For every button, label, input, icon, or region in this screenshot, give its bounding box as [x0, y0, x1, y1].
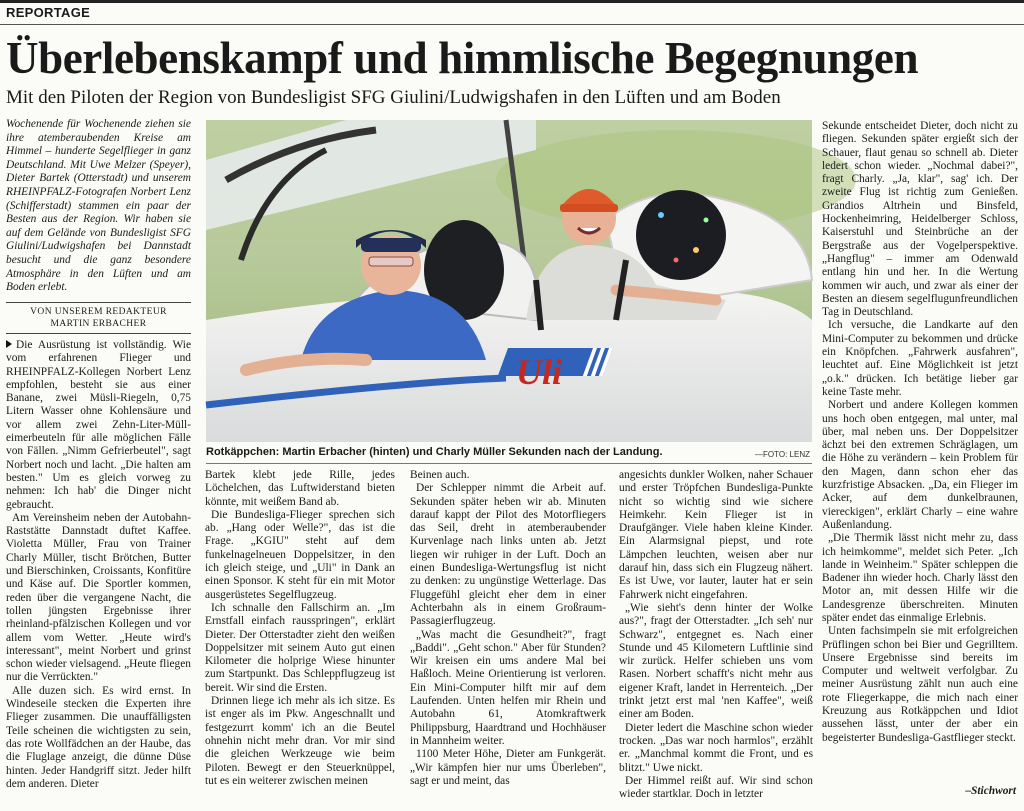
paragraph: Am Vereinsheim neben der Autobahn-Raststätte Dannstadt duftet Kaffee. Violetta Müller, Frau von Trainer Charly Müller, tischt Brötchen, Butter und Bierschinken, Croissants, Konfitüre und Käse auf. Die Sportler kommen, reden über die vergangene Nacht, die tollen jüngsten Ergebnisse ihrer rheinland-pfälzischen Kollegen und vor allem vom Wetter. „Heute wird's interessant", meint Norbert und grinst schon wieder vielsagend. „Heute fliegen nur die Verrückten.": [6, 511, 191, 684]
paragraph: Ich schnalle den Fallschirm an. „Im Ernstfall einfach rausspringen", erklärt Dieter. Der Otterstadter zieht den weißen Doppelsitzer mit seinem Auto gut einen Kilometer die holprige Wiese hinunter zum Startpunkt. Das Schleppflugzeug ist bereit. Wir sind die Ersten.: [205, 601, 395, 694]
column-2: [205, 469, 395, 793]
caption-rule: [206, 463, 812, 464]
paragraph: 1100 Meter Höhe, Dieter am Funkgerät. „Wir kämpfen hier nur ums Überleben", sagt er und meint, das: [410, 748, 606, 787]
paragraph: „Die Thermik lässt nicht mehr zu, dass ich heimkomme", meldet sich Peter. „Ich lande in Weinheim." Später schleppen die Badener ihn wieder hoch. Charly lässt den Motor an, mit dessen Hilfe wir die Landesgrenze überschreiten. Minuten später endet das einmalige Erlebnis.: [822, 532, 1018, 624]
byline-author: MARTIN ERBACHER: [50, 319, 147, 329]
section-kicker: REPORTAGE: [6, 5, 91, 20]
glider-photo-illustration: [206, 120, 812, 442]
intro-text: Wochenende für Wochenende ziehen sie ihre atemberaubenden Kreise am Himmel – hunderte Segelflieger in ganz Deutschland. Mit Uwe Melzer (Speyer), Dieter Bartek (Otterstadt) und unserem RHEINPFALZ-Fotografen Norbert Lenz (Schifferstadt) stammen ein paar der Besten aus der Region. Wir haben sie auf dem Gelände von Bundesligist SFG Giulini/Ludwigshafen bei Dannstadt besucht und die ganz besondere Atmosphäre in den Lüften und am Boden erlebt.: [6, 118, 191, 294]
paragraph: angesichts dunkler Wolken, naher Schauer und erster Tröpfchen Bundesliga-Punkte nicht so wichtig sind wie sichere Heimkehr. Kein Flieger ist in Draufgänger. Viele haben kleine Kinder. Ein Alarmsignal piepst, und rote Lämpchen leuchten, weisen aber nur darauf hin, dass sich ein Flugzeug nähert. Es ist Uwe, vor lauter, lauter hat er sein Fahrwerk nicht eingefahren.: [619, 469, 813, 601]
paragraph: „Was macht die Gesundheit?", fragt „Baddi". „Geht schon." Aber für Stunden? Wir kreisen ein ums andere Mal bei Haßloch. Meine Orientierung ist verloren. Ein Mini-Computer hilft mir auf dem Laufenden. Unten helfen mir Rhein und Autobahn 61, Atomkraftwerk Philippsburg, Haardtrand und Hochhäuser in Mannheim weiter.: [410, 628, 606, 747]
paragraph: [6, 339, 191, 512]
byline-line-1: VON UNSEREM REDAKTEUR: [30, 307, 167, 317]
paragraph-text: Die Ausrüstung ist vollständig. Wie vom erfahrenen Flieger und RHEINPFALZ-Kollegen Norbert Lenz empfohlen, besteht sie aus einer Banane, zwei Müsli-Riegeln, 0,75 Litern Wasser ohne Kohlensäure und vor allem zwei Zehn-Liter-Mülleimerbeuteln für alle möglichen Fälle von Fällen. „Nimm Gefrierbeutel", sagt Norbert noch und lacht. „Die halten am besten." Um es gleich vorweg zu nehmen: Ich hab' die Dinger nicht gebraucht.: [6, 339, 191, 511]
paragraph: „Wie sieht's denn hinter der Wolke aus?", fragt der Otterstadter. „Ich seh' nur Schwarz", entgegnet es. Nach einer Stunde und 45 Kilometern Luftlinie sind wir zurück. Helfer schieben uns vom Rasen. Norbert schafft's nicht mehr aus eigener Kraft, landet in Herrenteich. „Der trinkt jetzt erst mal 'nen Kaffee", weiß einer am Boden.: [619, 601, 813, 721]
paragraph: Unten fachsimpeln sie mit erfolgreichen Prüflingen schon bei Bier und Gegrilltem. Unsere Ergebnisse sind bereits im Computer und weltweit verfolgbar. Zu meiner Ausrüstung zählt nun auch eine rote Fliegerkappe, die mich nach einer Kreuzung aus Rotkäppchen und Idiot aussehen lässt, unter der aber ein begeisterter Bundesliga-Gastflieger steckt.: [822, 625, 1018, 744]
paragraph: Der Himmel reißt auf. Wir sind schon wieder startklar. Doch in letzter: [619, 774, 813, 801]
column-1: [6, 339, 191, 793]
photo-credit: —FOTO: LENZ: [755, 450, 810, 459]
kicker-rule: [0, 24, 1024, 25]
paragraph: Die Bundesliga-Flieger sprechen sich ab. „Hang oder Welle?", das ist die Frage. „KGIU" steht auf dem funkelnagelneuen Doppelsitzer, in den ich gleich steige, und „Uli" in Dank an einen Sponsor. K steht für ein mit Motor ausgerüstetes Segelflugzeug.: [205, 508, 395, 601]
signature: –Stichwort: [965, 785, 1016, 797]
column-3: [410, 469, 606, 793]
headline: Überlebenskampf und himmlische Begegnungen: [6, 33, 919, 83]
paragraph: Beinen auch.: [410, 469, 470, 481]
paragraph: Dieter ledert die Maschine schon wieder trocken. „Das war noch harmlos", erzählt er. „Manchmal kommt die Front, und es blitzt." Uwe nickt.: [619, 721, 813, 774]
paragraph: Alle duzen sich. Es wird ernst. In Windeseile stecken die Experten ihre Flieger zusammen. Die unauffälligsten Teile scheinen die wichtigsten zu sein, das rote Wollfädchen an der Haube, das die Fluglage anzeigt, die dünne Düse hinten. Jeder Handgriff sitzt. Jeder hilft dem anderen. Dieter: [6, 684, 191, 790]
paragraph: Sekunde entscheidet Dieter, doch nicht zu fliegen. Sekunden später ergießt sich der Schauer, flaut genau so schnell ab. Dieter ledert schon wieder. „Nochmal dabei?", fragt Charly. „Ja, klar", sag' ich. Der zweite Flug ist richtig zum Genießen. Grandios Altrhein und Binsfeld, Hockenheimring, Heidelberger Schloss, Kaiserstuhl und Steinbrüche an der Bergstraße aus der Vogelperspektive. „Hangflug" – immer am Odenwald entlang hin und her. In die Wertung kommen wir auch, und zwar als einer der Besten an diesem segelflugunfreundlichen Tag in Deutschland.: [822, 120, 1018, 319]
paragraph: Drinnen liege ich mehr als ich sitze. Es ist enger als im Pkw. Angeschnallt und festgezurrt komm' ich an die Beutel ohnehin nicht mehr dran. Vor mir sind die gleichen Werkzeuge wie beim Piloten. Bewegt er den Steuerknüppel, tut es ein weiterer zwischen meinen: [205, 695, 395, 787]
subheadline: Mit den Piloten der Region von Bundesligist SFG Giulini/Ludwigshafen in den Lüften und am Boden: [6, 87, 781, 108]
plane-lettering: Uli: [516, 352, 563, 392]
byline: [6, 302, 191, 334]
article-photo: [206, 120, 812, 442]
top-rule: [0, 0, 1024, 3]
paragraph: Ich versuche, die Landkarte auf den Mini-Computer zu bekommen und drücke ein Knöpfchen. „Fahrwerk ausfahren", leuchtet auf. Eine Möglichkeit ist jetzt „o.k." drücken. Ich betätige lieber gar keine Taste mehr.: [822, 319, 1018, 398]
paragraph: Bartek klebt jede Rille, jedes Löchelchen, das Luftwiderstand bieten könnte, mit weißem Band ab.: [205, 469, 395, 508]
paragraph: Der Schlepper nimmt die Arbeit auf. Sekunden später heben wir ab. Minuten darauf kappt der Pilot des Motorfliegers das Seil, dreht in atemberaubender Kurvenlage nach links unten ab. Jetzt liegen wir ruhiger in der Luft. Doch an einen Bundesliga-Wertungsflug ist nicht zu denken: zu ungünstige Wetterlage. Das Fluggefühl gleicht eher dem in einer Achterbahn als in einem Großraum-Passagierflugzeug.: [410, 482, 606, 628]
paragraph: Norbert und andere Kollegen kommen uns hoch oben entgegen, mal unter, mal über, mal neben uns. Der Doppelsitzer ächzt bei den extremen Schräglagen, um die Höhe zu verändern – kein Problem für den Magen, dann schon eher das kurzfristige Absacken. „Da, ein Flieger im Acker, auf dem dunkelbraunen, viereckigen", erklärt Charly – eine wahre Außenlandung.: [822, 399, 1018, 531]
column-4: [619, 469, 813, 801]
start-marker-icon: [6, 340, 12, 348]
photo-caption: Rotkäppchen: Martin Erbacher (hinten) und Charly Müller Sekunden nach der Landung.: [206, 446, 663, 458]
column-5: [822, 120, 1018, 784]
